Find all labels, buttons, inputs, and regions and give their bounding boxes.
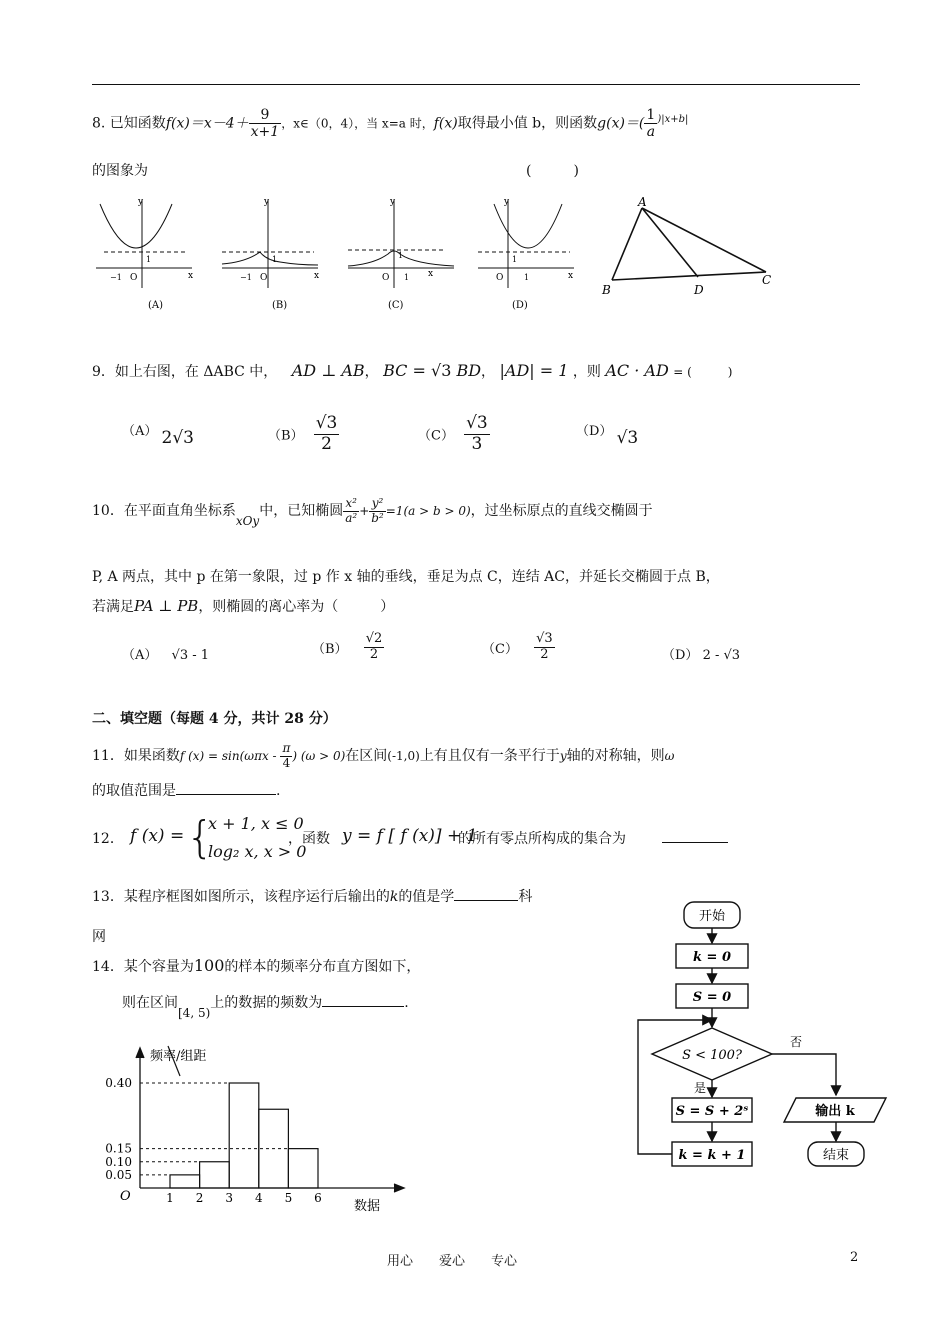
graph-c-o: O [382,273,390,283]
footer-center: 用心 爱心 专心 [387,1254,518,1269]
q10-num2: y² [369,497,386,512]
q9-option-a [122,420,194,448]
q9-m4: AC · AD [605,361,669,380]
q9-option-b-frac [314,414,340,454]
q11-text-b: 在区间 [345,748,388,764]
q8-eq-a: ＝x－4＋ [189,115,249,132]
q9-option-c-label: （C） [418,428,454,444]
q11-interval: (-1,0) [387,749,420,763]
q11-fx: f (x) = sin(ωπx - [179,749,281,763]
q8-gx: g(x) [597,115,625,132]
q12-case1: x + 1, x ≤ 0 [208,814,304,833]
q9-option-b [268,414,339,454]
q14-text-b: 的样本的频率分布直方图如下， [224,959,421,975]
q9-bracket: = ( ) [673,365,733,379]
q9-m3: |AD| = 1 [499,361,569,380]
q10-option-c-label: （C） [482,641,518,657]
section-2-title: 二、填空题（每题 4 分，共计 28 分） [92,711,337,727]
graph-label-a: (A) [148,300,164,311]
q11-answer-blank[interactable] [176,780,276,795]
q8-domain: ，x∈（0，4） [281,116,355,131]
fc-start: 开始 [698,909,726,924]
q9-m2b: √3 [431,361,452,380]
q11-w: ω [664,749,675,763]
q9-option-c-den: 3 [471,433,483,454]
histogram-x-tick: 6 [314,1191,322,1205]
q11-text-a: 11．如果函数 [92,748,180,764]
histogram-xlabel: 数据 [354,1199,381,1214]
q9-m2c: BD [451,361,482,380]
histogram-y-tick: 0.05 [105,1167,132,1182]
graph-c-x: x [428,269,434,279]
page-number: 2 [850,1250,859,1265]
histogram-x-tick: 4 [254,1191,263,1205]
histogram-x-tick: 5 [284,1191,293,1205]
graph-label-b: (B) [272,300,288,311]
q14-n: 100 [193,956,225,975]
q8-frac-den: x+1 [250,124,280,141]
graph-a-x: x [188,271,194,281]
fc-k0: k = 0 [693,950,731,965]
q8-g-den: a [646,124,656,141]
q11-text-d: 轴的对称轴，则 [566,748,665,764]
q13-text-c: 科 [518,889,533,905]
q8-text-d: 的图象为 [92,163,148,179]
q9-option-c-num: √3 [466,413,488,433]
q13-text-a: 13．某程序框图如图所示，该程序运行后输出的 [92,889,390,905]
question-13 [92,886,532,906]
q8-fx2: f(x) [433,115,458,132]
graph-b-m1: −1 [240,273,252,282]
histogram-y-ticks [105,1076,132,1182]
q14-end: . [404,995,409,1011]
q9-option-d-value: √3 [616,428,639,448]
q9-option-c [418,414,490,454]
q8-fraction [249,107,282,140]
q10-option-a-value: √3 - 1 [171,648,210,663]
q10-option-c-frac [534,632,555,663]
question-10 [92,496,653,546]
q11-rest: ) (ω > 0) [292,749,346,763]
q11-line2-text: 的取值范围是 [92,783,176,799]
graph-c-y: y [390,197,396,207]
q9-option-b-label: （B） [268,428,304,444]
q11-frac-den: 4 [282,755,291,770]
histogram-x-tick: 3 [225,1191,234,1205]
q12-case2: log₂ x, x > 0 [208,842,307,861]
fc-update-k: k = k + 1 [678,1148,746,1163]
q10-option-d [662,644,740,663]
graph-a-1: 1 [146,255,152,264]
q10-den2: b² [371,510,384,525]
tri-label-d: D [694,283,704,297]
q9-option-b-den: 2 [321,433,332,454]
fc-end: 结束 [822,1148,850,1163]
graph-d-1b: 1 [524,273,530,282]
q11-frac [280,742,292,771]
graph-a-o: O [130,273,138,283]
histogram-y-tick: 0.40 [105,1076,132,1090]
tri-label-c: C [762,273,772,287]
q10-option-b [312,632,384,663]
histogram-origin: O [120,1189,131,1204]
q10-line3-m: PA ⊥ PB [134,597,199,615]
graph-a-y: y [138,197,144,207]
q11-end: . [276,783,281,799]
q12-answer-blank[interactable] [662,828,728,843]
q10-rest: =1(a > b > 0) [385,504,471,518]
fc-s0: S = 0 [692,990,732,1005]
q13-answer-blank[interactable] [454,886,518,901]
histogram [96,1040,416,1230]
q10-option-a [122,644,209,663]
graph-b-y: y [264,197,270,207]
q10-option-d-label: （D） [662,648,699,663]
q11-y: y [559,749,567,763]
q10-option-b-den: 2 [369,646,379,662]
fc-yes: 是 [694,1081,707,1095]
question-9: 9．如上右图，在 ΔABC 中， AD ⊥ AB， BC = √3 BD， |AD| = 1 ，则 AC · AD = ( ) [92,361,733,380]
histogram-x-ticks [166,1191,322,1205]
question-14 [92,956,420,976]
q12-yfx: y = f [ f (x)] + 1 [342,826,478,846]
graph-d-1: 1 [512,255,518,264]
q11-frac-num: π [282,740,291,755]
q10-option-b-label: （B） [312,641,348,657]
histogram-bar [229,1083,259,1188]
graph-c [348,200,454,288]
triangle-figure [598,194,780,300]
graph-label-d: (D) [512,300,528,311]
q11-line2 [92,780,280,800]
q12-text-a: ，函数 [288,831,330,847]
q10-option-b-num: √2 [365,631,383,646]
histogram-ylabel: 频率/组距 [150,1049,207,1064]
graph-b [222,200,318,288]
q14-line2-a: 则在区间 [122,995,178,1011]
question-11 [92,738,674,774]
q10-den1: a² [345,510,358,525]
q13-k: k [389,889,399,905]
tri-label-a: A [638,195,647,209]
histogram-x-tick: 1 [166,1191,174,1205]
q9-option-d [576,420,639,448]
q12-fx: f (x) = [130,826,185,846]
graph-b-o: O [260,273,268,283]
q10-option-c-den: 2 [540,646,549,662]
graph-b-x: x [314,271,320,281]
q8-g-exp: )|x+b| [657,114,689,125]
q9-option-a-label: （A） [122,424,158,439]
q12-brace: { [186,812,214,863]
graph-d-x: x [568,271,574,281]
histogram-y-tick: 0.15 [105,1141,132,1156]
fc-update-s: S = S + 2ˢ [675,1104,749,1119]
graph-b-1: 1 [272,255,278,264]
q8-graphs [92,192,602,322]
graph-a-m1: −1 [110,273,122,282]
q14-line2 [122,992,409,1020]
q8-frac-num: 9 [249,107,282,124]
q9-option-b-num: √3 [315,413,338,433]
flowchart [634,896,894,1186]
q10-line2: P, A 两点，其中 p 在第一象限，过 p 作 x 轴的垂线，垂足为点 C，连结 AC，并延长交椭圆于点 B， [92,569,720,585]
q10-xoy: xOy [235,514,260,528]
q8-g-num: 1 [646,107,656,124]
q10-frac-2 [369,497,386,526]
q9-text-b: ，则 [572,364,601,380]
q14-interval: [4, 5) [178,1006,211,1020]
q10-option-b-frac [364,632,385,663]
graph-d-y: y [504,197,510,207]
q10-option-d-value: 2 - √3 [702,648,741,663]
q9-option-a-value: 2√3 [161,428,194,448]
histogram-bars [170,1083,318,1188]
q14-line2-b: 上的数据的频数为 [210,995,323,1011]
graph-c-1: 1 [398,251,404,260]
q8-bracket: ( ) [526,163,579,179]
q10-line3-b: ，则椭圆的离心率为（ ） [198,599,395,615]
q9-text-a: 9．如上右图，在 ΔABC 中， [92,364,278,380]
q8-g-fraction [644,107,657,140]
q10-text-b: 中，已知椭圆 [259,503,344,519]
histogram-y-tick: 0.10 [105,1154,132,1169]
q10-text-c: ，过坐标原点的直线交椭圆于 [470,503,653,519]
q9-m1: AD ⊥ AB [291,361,365,380]
q8-text-a: 8. 已知函数 [92,115,166,132]
fc-cond: S < 100? [682,1048,742,1063]
q8-eq-b: ＝( [624,115,645,132]
q10-num1: x² [343,497,359,512]
q8-fx: f(x) [165,115,190,132]
q8-text-c: 取得最小值 b，则函数 [457,115,598,132]
q8-text-b: ，当 x=a 时， [354,116,434,131]
q9-option-d-label: （D） [576,424,613,439]
header-rule [92,84,860,85]
histogram-bar [288,1149,318,1188]
graph-label-c: (C) [388,300,404,311]
q9-option-c-frac [464,414,490,454]
q10-option-c [482,632,555,663]
question-8 [92,100,688,140]
histogram-dashes [140,1083,288,1175]
q10-text-a: 10．在平面直角坐标系 [92,503,236,519]
tri-label-b: B [602,283,611,297]
q11-text-c: 上有且仅有一条平行于 [419,748,560,764]
q12-text-b: 的所有零点所构成的集合为 [458,831,626,847]
histogram-bar [200,1162,230,1188]
histogram-x-tick: 2 [195,1191,204,1205]
graph-c-1b: 1 [404,273,410,282]
histogram-axes [136,1048,404,1192]
q13-text-b: 的值是学 [398,889,455,905]
q10-line3-a: 若满足 [92,599,134,615]
graph-d-o: O [496,273,504,283]
fc-output: 输出 k [815,1104,855,1119]
q14-text-a: 14．某个容量为 [92,959,194,975]
q14-answer-blank[interactable] [322,992,404,1007]
q10-line3 [92,596,394,616]
q12-label: 12． [92,831,124,847]
histogram-bar [170,1175,200,1188]
q10-option-c-num: √3 [536,631,553,646]
q10-option-a-label: （A） [122,648,158,663]
q10-frac-1 [343,497,359,526]
q10-plus: + [359,504,370,518]
q13-line2: 网 [92,929,106,945]
q9-m2a: BC = [383,361,431,380]
fc-no: 否 [790,1035,803,1049]
